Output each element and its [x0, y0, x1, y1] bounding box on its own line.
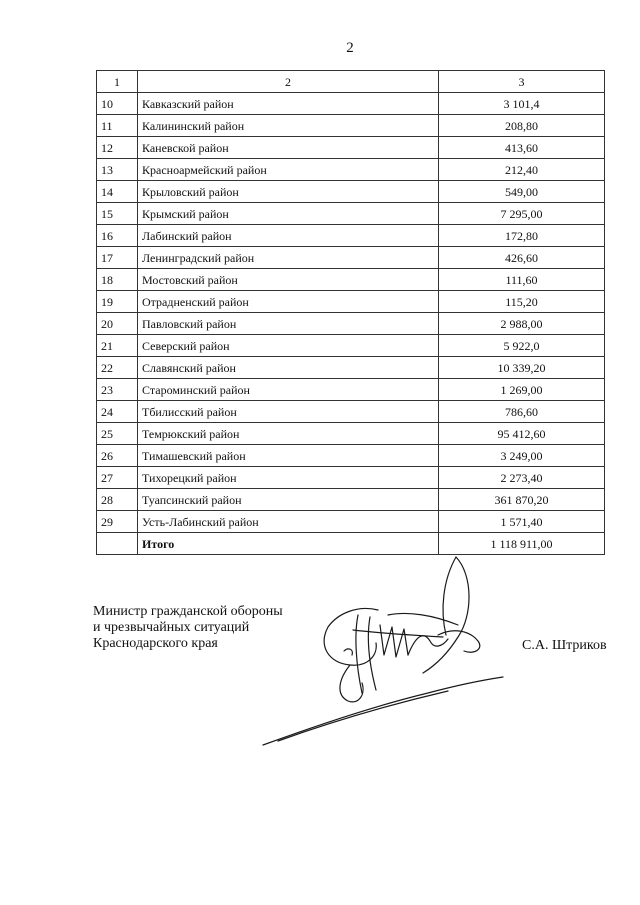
district-name-cell: Тихорецкий район	[138, 467, 439, 489]
total-number-cell	[97, 533, 138, 555]
row-number-cell: 23	[97, 379, 138, 401]
district-name-cell: Красноармейский район	[138, 159, 439, 181]
row-number-cell: 15	[97, 203, 138, 225]
district-name-cell: Крымский район	[138, 203, 439, 225]
table-row	[97, 445, 605, 467]
district-name-cell: Калининский район	[138, 115, 439, 137]
value-cell: 208,80	[439, 115, 605, 137]
row-number-cell: 24	[97, 401, 138, 423]
row-number-cell: 11	[97, 115, 138, 137]
table-row	[97, 423, 605, 445]
header-cell-2: 2	[138, 71, 439, 93]
table-row	[97, 203, 605, 225]
value-cell: 3 249,00	[439, 445, 605, 467]
signer-title-line-2: и чрезвычайных ситуаций	[93, 620, 250, 635]
signer-title-line-3: Краснодарского края	[93, 636, 218, 651]
district-name-cell: Темрюкский район	[138, 423, 439, 445]
district-name-cell: Староминский район	[138, 379, 439, 401]
table-header-row	[97, 71, 605, 93]
header-cell-1: 1	[97, 71, 138, 93]
value-cell: 2 273,40	[439, 467, 605, 489]
table-row	[97, 137, 605, 159]
signer-name: С.А. Штриков	[522, 638, 607, 653]
row-number-cell: 16	[97, 225, 138, 247]
row-number-cell: 26	[97, 445, 138, 467]
signature-block	[93, 604, 283, 652]
value-cell: 111,60	[439, 269, 605, 291]
row-number-cell: 13	[97, 159, 138, 181]
district-name-cell: Тимашевский район	[138, 445, 439, 467]
page-number: 2	[346, 40, 354, 56]
district-name-cell: Туапсинский район	[138, 489, 439, 511]
district-name-cell: Ленинградский район	[138, 247, 439, 269]
table-row	[97, 357, 605, 379]
value-cell: 3 101,4	[439, 93, 605, 115]
value-cell: 2 988,00	[439, 313, 605, 335]
row-number-cell: 22	[97, 357, 138, 379]
row-number-cell: 12	[97, 137, 138, 159]
table-row	[97, 225, 605, 247]
district-name-cell: Мостовский район	[138, 269, 439, 291]
row-number-cell: 28	[97, 489, 138, 511]
table-row	[97, 159, 605, 181]
table-row	[97, 115, 605, 137]
header-cell-3: 3	[439, 71, 605, 93]
district-name-cell: Тбилисский район	[138, 401, 439, 423]
table-row	[97, 247, 605, 269]
district-name-cell: Отрадненский район	[138, 291, 439, 313]
table-row	[97, 269, 605, 291]
total-value-cell: 1 118 911,00	[439, 533, 605, 555]
value-cell: 786,60	[439, 401, 605, 423]
table-row	[97, 511, 605, 533]
row-number-cell: 25	[97, 423, 138, 445]
row-number-cell: 14	[97, 181, 138, 203]
table-total-row	[97, 533, 605, 555]
row-number-cell: 21	[97, 335, 138, 357]
district-name-cell: Каневской район	[138, 137, 439, 159]
row-number-cell: 29	[97, 511, 138, 533]
district-name-cell: Северский район	[138, 335, 439, 357]
value-cell: 413,60	[439, 137, 605, 159]
table-row	[97, 467, 605, 489]
handwritten-signature	[258, 555, 518, 755]
table-row	[97, 181, 605, 203]
table-body	[97, 71, 605, 555]
signer-title-line-1: Министр гражданской обороны	[93, 604, 283, 619]
table-row	[97, 313, 605, 335]
table-row	[97, 401, 605, 423]
table-row	[97, 335, 605, 357]
value-cell: 212,40	[439, 159, 605, 181]
value-cell: 115,20	[439, 291, 605, 313]
table-row	[97, 379, 605, 401]
value-cell: 549,00	[439, 181, 605, 203]
value-cell: 426,60	[439, 247, 605, 269]
row-number-cell: 20	[97, 313, 138, 335]
value-cell: 5 922,0	[439, 335, 605, 357]
row-number-cell: 10	[97, 93, 138, 115]
data-table	[96, 70, 605, 555]
value-cell: 10 339,20	[439, 357, 605, 379]
value-cell: 1 269,00	[439, 379, 605, 401]
district-name-cell: Славянский район	[138, 357, 439, 379]
district-name-cell: Крыловский район	[138, 181, 439, 203]
table-row	[97, 489, 605, 511]
row-number-cell: 17	[97, 247, 138, 269]
value-cell: 7 295,00	[439, 203, 605, 225]
table-row	[97, 93, 605, 115]
district-name-cell: Павловский район	[138, 313, 439, 335]
value-cell: 95 412,60	[439, 423, 605, 445]
total-label-cell: Итого	[138, 533, 439, 555]
row-number-cell: 19	[97, 291, 138, 313]
value-cell: 361 870,20	[439, 489, 605, 511]
value-cell: 1 571,40	[439, 511, 605, 533]
row-number-cell: 18	[97, 269, 138, 291]
district-name-cell: Лабинский район	[138, 225, 439, 247]
district-name-cell: Кавказский район	[138, 93, 439, 115]
table-row	[97, 291, 605, 313]
district-name-cell: Усть-Лабинский район	[138, 511, 439, 533]
value-cell: 172,80	[439, 225, 605, 247]
row-number-cell: 27	[97, 467, 138, 489]
